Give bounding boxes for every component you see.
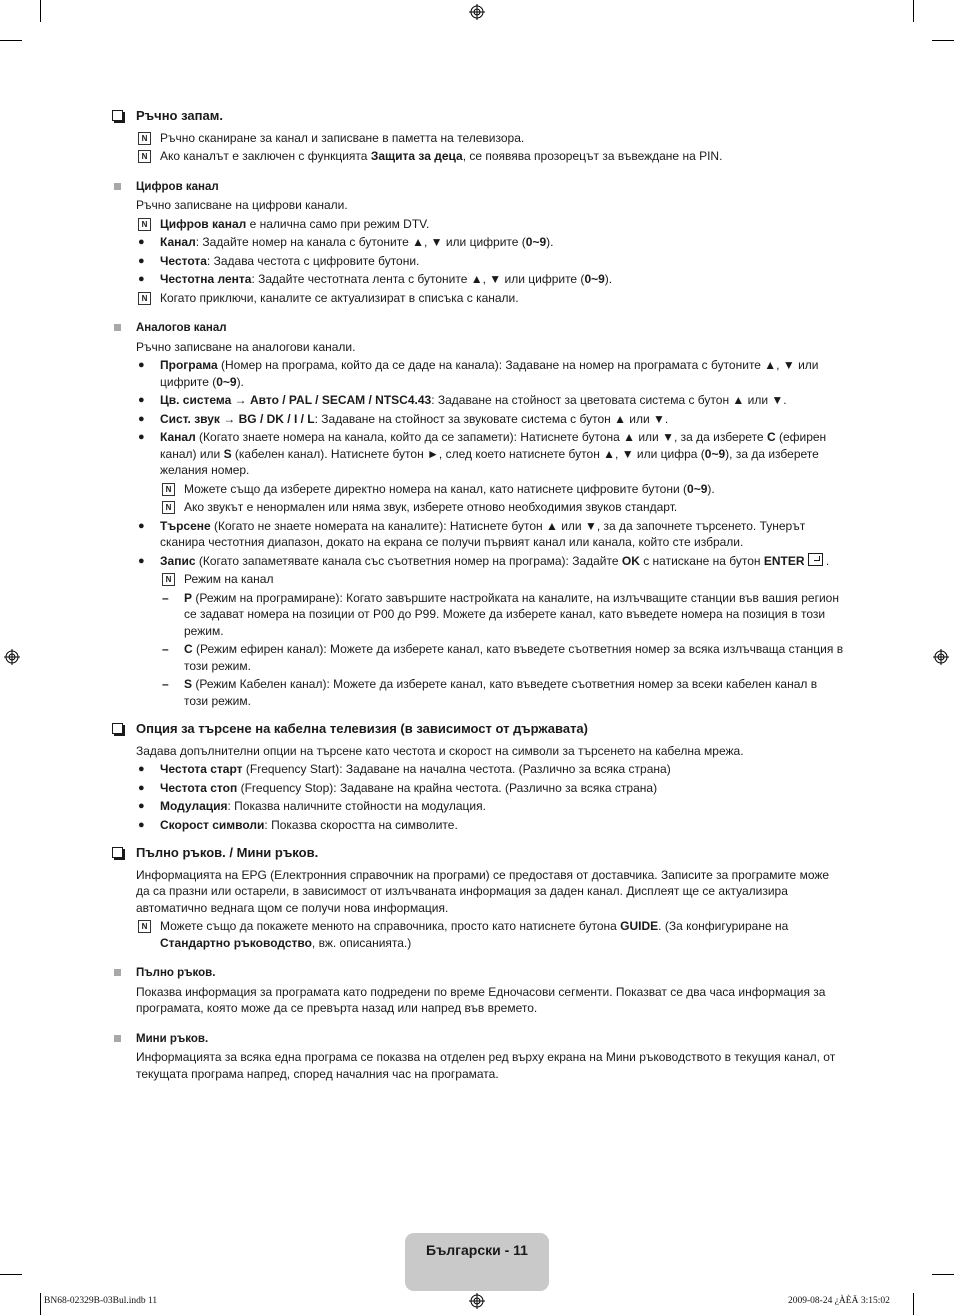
crop-mark	[0, 1274, 22, 1275]
note: N Ръчно сканиране за канал и записване в паметта на телевизора.	[112, 130, 844, 147]
note: N Цифров канал е налична само при режим DTV.	[112, 216, 844, 233]
square-bullet-icon	[114, 324, 121, 331]
note: N Режим на канал	[112, 571, 844, 588]
list-item: ● Цв. система → Авто / PAL / SECAM / NTSC4.43: Задаване на стойност за цветовата система с бутон ▲ или ▼.	[138, 393, 787, 407]
note-icon: N	[162, 573, 175, 586]
paragraph: Ръчно записване на цифрови канали.	[136, 198, 348, 212]
list-item: ● Канал: Задайте номер на канала с бутоните ▲, ▼ или цифрите (0~9).	[138, 235, 554, 249]
dash-item: – S (Режим Кабелен канал): Можете да изберете канал, като въведете съответния номер за всеки кабелен канал в този режим.	[162, 677, 818, 708]
bullet-icon: ●	[138, 273, 145, 285]
note-icon: N	[138, 292, 151, 305]
crop-mark	[932, 1274, 954, 1275]
bullet-icon: ●	[138, 394, 145, 406]
bullet-icon: ●	[138, 412, 145, 425]
square-bullet-icon	[114, 969, 121, 976]
list-item: ● Честота старт (Frequency Start): Задаване на начална честота. (Различно за всяка страна)	[138, 762, 671, 776]
checkbox-bullet-icon	[112, 847, 123, 858]
dash-icon: –	[162, 590, 169, 605]
bullet-icon: ●	[138, 254, 145, 267]
note: N Когато приключи, каналите се актуализират в списъка с канали.	[112, 290, 844, 307]
crop-mark	[40, 0, 41, 22]
section-title-guide: Пълно ръков. / Мини ръков.	[112, 845, 844, 862]
bullet-icon: ●	[138, 554, 145, 567]
checkbox-bullet-icon	[112, 723, 123, 734]
bullet-icon: ●	[138, 800, 145, 812]
section-title-manual-store: Ръчно запам.	[112, 108, 844, 125]
list-item: ● Модулация: Показва наличните стойности на модулация.	[138, 799, 486, 813]
list-item: ● Търсене (Когато не знаете номерата на каналите): Натиснете бутон ▲ или ▼, за да започнете търсенето. Тунерът сканира честотния диапазон, докато на екрана се получи първият канал или канала, който сте избрали.	[138, 518, 806, 549]
list-item: ● Програма (Номер на програма, който да се даде на канала): Задаване на номер на програмата с бутоните ▲, ▼ или цифрите (0~9).	[138, 358, 819, 389]
bullet-icon: ●	[138, 431, 145, 443]
dash-icon: –	[162, 677, 169, 691]
checkbox-bullet-icon	[112, 110, 123, 121]
print-slug-file: BN68-02329B-03Bul.indb 11	[44, 1296, 158, 1306]
enter-key-icon	[808, 553, 823, 566]
crop-mark	[913, 1293, 914, 1315]
note-icon: N	[138, 218, 151, 231]
subsection-title-full-guide: Пълно ръков.	[112, 965, 844, 982]
note-icon: N	[138, 150, 151, 163]
note: N Можете също да изберете директно номера на канал, като натиснете цифровите бутони (0~9).	[112, 481, 844, 498]
note: N Ако звукът е ненормален или няма звук, изберете отново необходимия звуков стандарт.	[112, 499, 844, 516]
note-icon: N	[138, 132, 151, 145]
square-bullet-icon	[114, 183, 121, 190]
paragraph: Задава допълнителни опции на търсене като честота и скорост на символи за търсенето на кабелна мрежа.	[136, 743, 744, 758]
bullet-icon: ●	[138, 818, 145, 831]
note: N Ако каналът е заключен с функцията Защита за деца, се появява прозорецът за въвеждане на PIN.	[112, 148, 844, 165]
paragraph: Информацията на EPG (Електронния справочник на програми) се предоставя от доставчика. Записите за програмите може да са празни или остарели, в зависимост от излъчваната информация за даден канал. Дисплеят ще се актуализира автоматично веднага щом се получи нова информация.	[136, 867, 830, 915]
dash-item: – C (Режим ефирен канал): Можете да изберете канал, като въведете съответния номер за всяка излъчваща станция в този режим.	[162, 642, 844, 673]
print-slug-date: 2009-08-24 ¿ÀÈÄ 3:15:02	[788, 1296, 890, 1306]
registration-mark-icon	[4, 649, 20, 665]
page-content	[112, 108, 844, 1084]
list-item: ● Честотна лента: Задайте честотната лента с бутоните ▲, ▼ или цифрите (0~9).	[138, 272, 613, 286]
page-number-label: Български - 11	[426, 1242, 528, 1258]
note-icon: N	[138, 920, 151, 933]
crop-mark	[913, 0, 914, 22]
list-item: ● Сист. звук → BG / DK / I / L: Задаване на стойност за звуковате система с бутон ▲ или ▼.	[138, 411, 669, 426]
bullet-icon: ●	[138, 359, 145, 371]
list-item: ● Честота стоп (Frequency Stop): Задаване на крайна честота. (Различно за всяка страна)	[138, 780, 658, 795]
note-icon: N	[162, 483, 175, 496]
square-bullet-icon	[114, 1035, 121, 1042]
note-icon: N	[162, 501, 175, 514]
crop-mark	[932, 40, 954, 41]
dash-item: – P (Режим на програмиране): Когато завършите настройката на каналите, на излъчващите станции във вашия регион се задават номера на позиции от P00 до P99. Можете да изберете канал, като въведете номера на позиция в този режим.	[162, 590, 839, 638]
registration-mark-icon	[933, 649, 949, 665]
list-item: ● Канал (Когато знаете номера на канала, който да се запамети): Натиснете бутона ▲ или ▼, за да изберете C (ефирен канал) или S (кабелен канал). Натиснете бутон ►, след което натиснете бутон ▲, ▼ или цифра (0~9), за да изберете желания номер.	[138, 430, 827, 477]
dash-icon: –	[162, 642, 169, 656]
crop-mark	[0, 40, 22, 41]
list-item: ● Запис (Когато запаметявате канала със съответния номер на програма): Задайте OK с натискане на бутон ENTER .	[138, 553, 830, 568]
section-title-cable-search: Опция за търсене на кабелна телевизия (в зависимост от държавата)	[112, 721, 844, 738]
list-item: ● Скорост символи: Показва скоростта на символите.	[138, 817, 458, 832]
note: N Можете също да покажете менюто на справочника, просто като натиснете бутона GUIDE. (За конфигуриране на Стандартно ръководство, вж. описанията.)	[112, 918, 844, 951]
bullet-icon: ●	[138, 519, 145, 532]
subsection-title-analog-channel: Аналогов канал	[112, 320, 844, 337]
registration-mark-icon	[469, 4, 485, 20]
subsection-title-mini-guide: Мини ръков.	[112, 1031, 844, 1048]
bullet-icon: ●	[138, 781, 145, 794]
subsection-title-digital-channel: Цифров канал	[112, 179, 844, 196]
registration-mark-icon	[469, 1293, 485, 1309]
list-item: ● Честота: Задава честота с цифровите бутони.	[138, 253, 420, 268]
crop-mark	[40, 1293, 41, 1315]
paragraph: Информацията за всяка една програма се показва на отделен ред върху екрана на Мини ръководството в текущия канал, от текущата програма напред, според началния час на програмата.	[136, 1050, 836, 1081]
paragraph: Показва информация за програмата като подредени по време Едночасови сегменти. Показват се два часа информация за програмата, която може да се превърта назад или напред във времето.	[136, 984, 826, 1015]
bullet-icon: ●	[138, 236, 145, 248]
bullet-icon: ●	[138, 763, 145, 775]
paragraph: Ръчно записване на аналогови канали.	[136, 339, 356, 354]
